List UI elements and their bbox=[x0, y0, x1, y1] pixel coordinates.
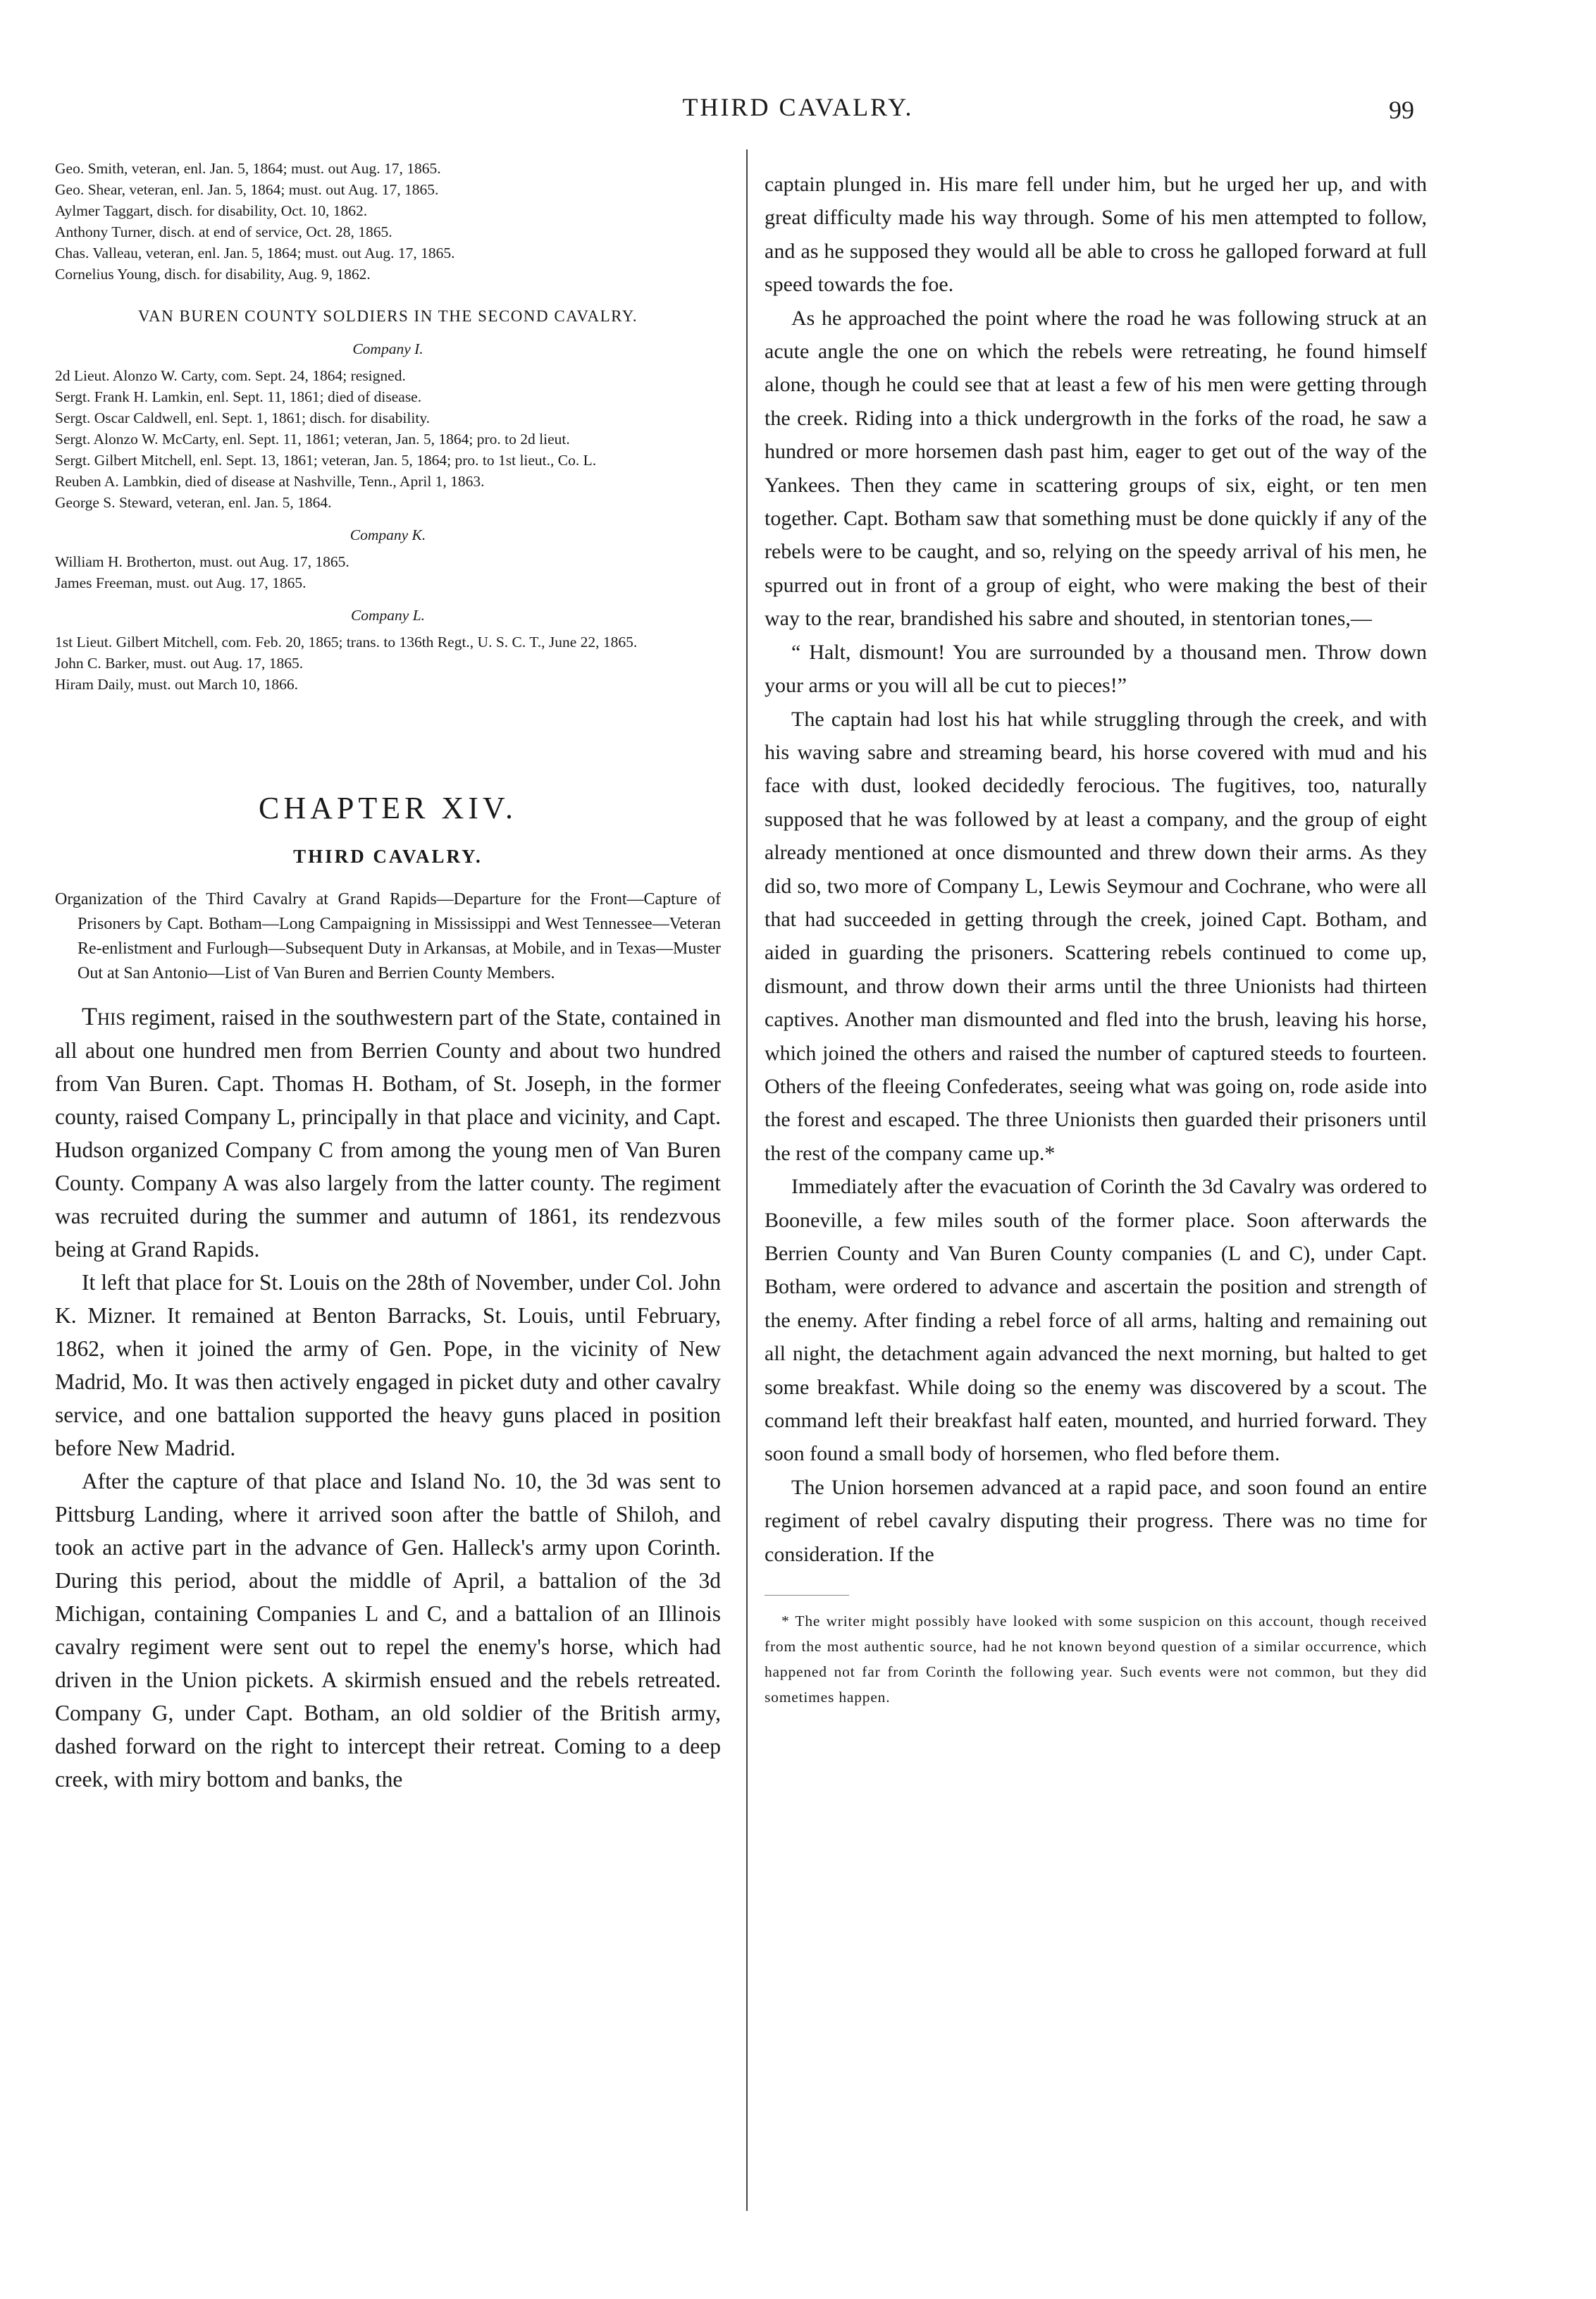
roster-entry: Chas. Valleau, veteran, enl. Jan. 5, 1864; must. out Aug. 17, 1865. bbox=[55, 245, 455, 261]
roster-entry: Anthony Turner, disch. at end of service, Oct. 28, 1865. bbox=[55, 223, 392, 240]
roster-entry: Geo. Shear, veteran, enl. Jan. 5, 1864; must. out Aug. 17, 1865. bbox=[55, 181, 439, 198]
page-number: 99 bbox=[1389, 96, 1414, 124]
roster-entry: Sergt. Alonzo W. McCarty, enl. Sept. 11, 1861; veteran, Jan. 5, 1864; pro. to 2d lieut. bbox=[55, 431, 570, 448]
roster-entry: Sergt. Frank H. Lamkin, enl. Sept. 11, 1861; died of disease. bbox=[55, 388, 422, 405]
footnote: * The writer might possibly have looked with some suspicion on this account, though received from the most authentic source, had he not known beyond question of a similar occurrence, which happened not far from Corinth the following year. Such events were not common, but they did sometimes happen. bbox=[765, 1613, 1427, 1706]
body-paragraph: The captain had lost his hat while struggling through the creek, and with his waving sabre and streaming beard, his horse covered with mud and his face with dust, looked decidedly ferocious. The fugitives, too, naturally supposed that he was followed by at least a company, and the group of eight already mentioned at once dismounted and threw down their arms. As they did so, two more of Company L, Lewis Seymour and Cochrane, who were all that had succeeded in getting through the creek, joined Capt. Botham, and aided in guarding the prisoners. Scattering rebels continued to come up, dismount, and throw down their arms until the three Unionists had thirteen captives. Another man dismounted and fled into the brush, leaving his horse, which joined the others and raised the number of captured steeds to fourteen. Others of the fleeing Confederates, seeing what was going on, rode aside into the forest and escaped. The three Unionists then guarded their prisoners until the rest of the company came up.* bbox=[765, 707, 1427, 1165]
body-paragraph: “ Halt, dismount! You are surrounded by a thousand men. Throw down your arms or you will all be cut to pieces!” bbox=[765, 640, 1427, 698]
body-paragraph: It left that place for St. Louis on the 28th of November, under Col. John K. Mizner. It remained at Benton Barracks, St. Louis, until February, 1862, when it joined the army of Gen. Pope, in the vicinity of New Madrid, Mo. It was then actively engaged in picket duty and other cavalry service, and one battalion supported the heavy guns placed in position before New Madrid. bbox=[55, 1270, 721, 1460]
chapter-synopsis: Organization of the Third Cavalry at Grand Rapids—Departure for the Front—Capture of Prisoners by Capt. Botham—Long Campaigning in Mississippi and West Tennessee—Veteran Re-enlistment and Furlough—Subsequent Duty in Arkansas, at Mobile, and in Texas—Muster Out at San Antonio—List of Van Buren and Berrien County Members. bbox=[55, 890, 721, 982]
roster-list bbox=[55, 158, 721, 695]
company-heading: Company I. bbox=[352, 340, 423, 357]
footnote-divider bbox=[765, 1595, 849, 1596]
left-column bbox=[55, 158, 721, 1796]
chapter-subtitle: THIRD CAVALRY. bbox=[293, 846, 483, 867]
body-paragraph: captain plunged in. His mare fell under him, but he urged her up, and with great difficulty made his way through. Some of his men attempted to follow, and as he supposed they would all be able to cross he galloped forward at full speed towards the foe. bbox=[765, 173, 1427, 297]
roster-entry: Reuben A. Lambkin, died of disease at Nashville, Tenn., April 1, 1863. bbox=[55, 473, 485, 490]
roster-entry: Aylmer Taggart, disch. for disability, Oct. 10, 1862. bbox=[55, 202, 368, 219]
section-heading: VAN BUREN COUNTY SOLDIERS IN THE SECOND CAVALRY. bbox=[137, 307, 638, 325]
roster-entry: John C. Barker, must. out Aug. 17, 1865. bbox=[55, 655, 304, 672]
roster-entry: James Freeman, must. out Aug. 17, 1865. bbox=[55, 574, 307, 591]
company-heading: Company K. bbox=[349, 526, 426, 543]
chapter-title: CHAPTER XIV. bbox=[258, 791, 517, 825]
first-word: This bbox=[82, 1002, 126, 1030]
roster-entry: Sergt. Oscar Caldwell, enl. Sept. 1, 1861; disch. for disability. bbox=[55, 409, 431, 426]
running-title: THIRD CAVALRY. bbox=[682, 93, 914, 121]
roster-entry: Sergt. Gilbert Mitchell, enl. Sept. 13, 1861; veteran, Jan. 5, 1864; pro. to 1st lieut., Co. L. bbox=[55, 452, 597, 469]
roster-entry: Hiram Daily, must. out March 10, 1866. bbox=[55, 676, 298, 693]
page-header bbox=[0, 88, 1596, 130]
roster-entry: 2d Lieut. Alonzo W. Carty, com. Sept. 24, 1864; resigned. bbox=[55, 367, 406, 384]
body-paragraph: The Union horsemen advanced at a rapid pace, and soon found an entire regiment of rebel cavalry disputing their progress. There was no time for consideration. If the bbox=[765, 1475, 1427, 1566]
column-divider bbox=[746, 149, 748, 2211]
paragraph-text: regiment, raised in the southwestern part of the State, contained in all about one hundred men from Berrien County and about two hundred from Van Buren. Capt. Thomas H. Botham, of St. Joseph, in the former county, raised Company L, principally in that place and vicinity, and Capt. Hudson organized Company C from among the young men of Van Buren County. Company A was also largely from the latter county. The regiment was recruited during the summer and autumn of 1861, its rendezvous being at Grand Rapids. bbox=[55, 1005, 721, 1262]
body-paragraph: After the capture of that place and Island No. 10, the 3d was sent to Pittsburg Landing, where it arrived soon after the battle of Shiloh, and took an active part in the advance of Gen. Halleck's army upon Corinth. During this period, about the middle of April, a battalion of the 3d Michigan, containing Companies L and C, and a battalion of an Illinois cavalry regiment were sent out to repel the enemy's horse, which had driven in the Union pickets. A skirmish ensued and the rebels retreated. Company G, under Capt. Botham, an old soldier of the British army, dashed forward on the right to intercept their retreat. Coming to a deep creek, with miry bottom and banks, the bbox=[55, 1469, 721, 1792]
roster-entry: Geo. Smith, veteran, enl. Jan. 5, 1864; must. out Aug. 17, 1865. bbox=[55, 160, 441, 177]
roster-entry: 1st Lieut. Gilbert Mitchell, com. Feb. 20, 1865; trans. to 136th Regt., U. S. C. T., June 22, 1865. bbox=[55, 634, 638, 651]
body-paragraph bbox=[55, 1000, 721, 1266]
roster-entry: Cornelius Young, disch. for disability, Aug. 9, 1862. bbox=[55, 266, 371, 283]
body-paragraph: Immediately after the evacuation of Corinth the 3d Cavalry was ordered to Booneville, a few miles south of the former place. Soon afterwards the Berrien County and Van Buren County companies (L and C), under Capt. Botham, were ordered to advance and ascertain the position and strength of the enemy. After finding a rebel force of all arms, halting and remaining out all night, the detachment again advanced the next morning, but halted to get some breakfast. While doing so the enemy was discovered by a scout. The command left their breakfast half eaten, mounted, and hurried forward. They soon found a small body of horsemen, who fled before them. bbox=[765, 1175, 1427, 1466]
roster-entry: William H. Brotherton, must. out Aug. 17, 1865. bbox=[55, 553, 349, 570]
right-column bbox=[765, 168, 1427, 1710]
body-paragraph: As he approached the point where the road he was following struck at an acute angle the one on which the rebels were retreating, he found himself alone, though he could see that at least a few of his men were getting through the creek. Riding into a thick undergrowth in the forks of the road, he saw a hundred or more horsemen dash past him, eager to get out of the way of the Yankees. Then they came in scattering groups of six, eight, or ten men together. Capt. Botham saw that something must be done quickly if any of the rebels were to be caught, and so, relying on the speedy arrival of his men, he spurred out in front of a group of eight, who were making the best of their way to the rear, brandished his sabre and shouted, in stentorian tones,— bbox=[765, 306, 1427, 631]
roster-entry: George S. Steward, veteran, enl. Jan. 5, 1864. bbox=[55, 494, 332, 511]
company-heading: Company L. bbox=[350, 607, 426, 624]
